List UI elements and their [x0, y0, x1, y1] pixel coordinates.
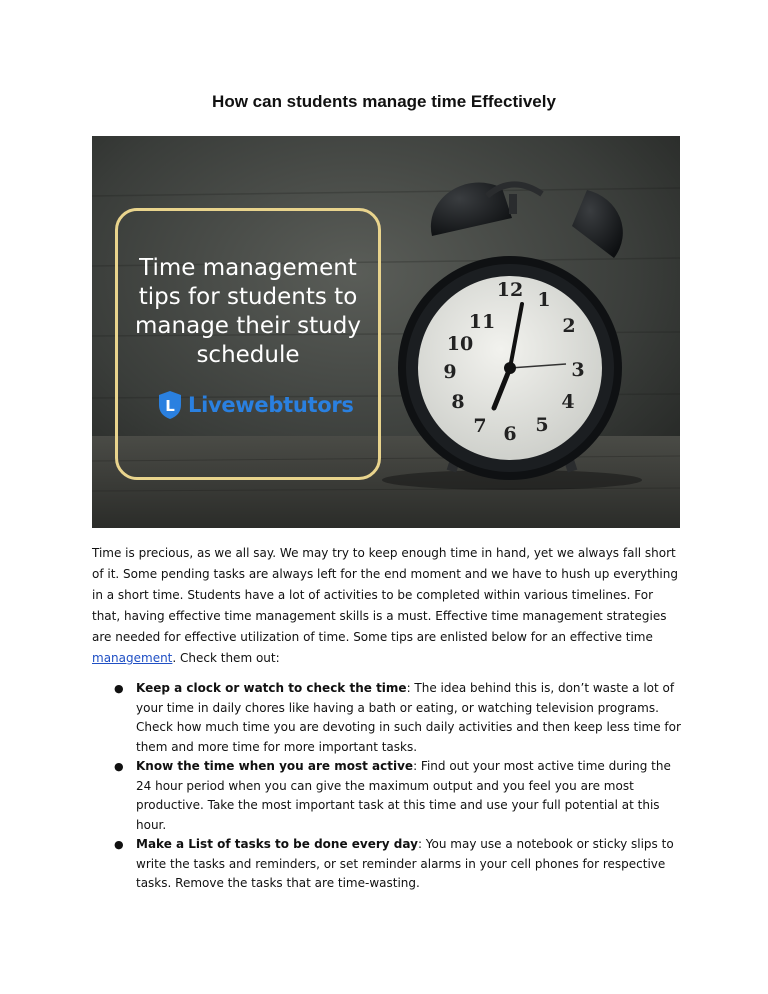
- clock-number: 5: [535, 414, 549, 436]
- intro-paragraph: [92, 543, 684, 669]
- list-item: [92, 835, 684, 894]
- shield-logo-icon: [158, 390, 182, 420]
- clock-number: 3: [571, 359, 585, 381]
- tip-text: : You may use a notebook or sticky slips to write the tasks and reminders, or set reminder alarms in your cell phones for respective tasks. Remove the tasks that are time-wasting.: [136, 837, 674, 890]
- clock-number: 9: [443, 361, 457, 383]
- tip-text: : The idea behind this is, don’t waste a lot of your time in daily chores like having a bath or eating, or watching television programs. Check how much time you are devoting in such daily activities and then keep less time for them and more time for more important tasks.: [136, 681, 681, 754]
- brand-logo: [158, 390, 354, 420]
- list-item: [92, 679, 684, 757]
- bullet-icon: ●: [114, 760, 124, 773]
- hero-image: [92, 136, 680, 528]
- list-item: [92, 757, 684, 835]
- tip-text: : Find out your most active time during the 24 hour period when you can give the maximum output and you feel you are most productive. Take the most important task at this time and use your full potential at this hour.: [136, 759, 671, 832]
- intro-text-end: . Check them out:: [172, 651, 280, 665]
- clock-number: 4: [561, 391, 575, 413]
- hero-heading-line: manage their study: [135, 313, 361, 339]
- bullet-icon: ●: [114, 682, 124, 695]
- clock-number: 6: [503, 423, 517, 445]
- article-body: [92, 543, 684, 894]
- hero-heading: [115, 254, 381, 370]
- intro-text: Time is precious, as we all say. We may try to keep enough time in hand, yet we always fall short of it. Some pending tasks are always left for the end moment and we have to hush up everything in a short time. Students have a lot of activities to be completed within various timelines. For that, having effective time management skills is a must. Effective time management strategies are needed for effective utilization of time. Some tips are enlisted below for an effective time: [92, 546, 678, 644]
- clock-number: 2: [562, 315, 576, 337]
- clock-number: 10: [446, 333, 474, 355]
- clock-number: 8: [451, 391, 465, 413]
- clock-number: 7: [473, 415, 487, 437]
- hero-heading-line: Time management: [139, 255, 357, 281]
- clock-number: 11: [468, 311, 496, 333]
- hero-heading-line: schedule: [196, 342, 300, 368]
- bullet-icon: ●: [114, 838, 124, 851]
- brand-letter: L: [165, 397, 175, 415]
- tip-heading: Make a List of tasks to be done every day: [136, 837, 418, 851]
- tips-list: [92, 679, 684, 894]
- management-link[interactable]: management: [92, 651, 173, 665]
- clock-number: 1: [537, 289, 551, 311]
- clock-number: 12: [496, 279, 524, 301]
- hero-heading-line: tips for students to: [138, 284, 358, 310]
- tip-heading: Keep a clock or watch to check the time: [136, 681, 407, 695]
- brand-name: Livewebtutors: [188, 393, 354, 417]
- tip-heading: Know the time when you are most active: [136, 759, 414, 773]
- page-title: How can students manage time Effectively: [212, 92, 556, 111]
